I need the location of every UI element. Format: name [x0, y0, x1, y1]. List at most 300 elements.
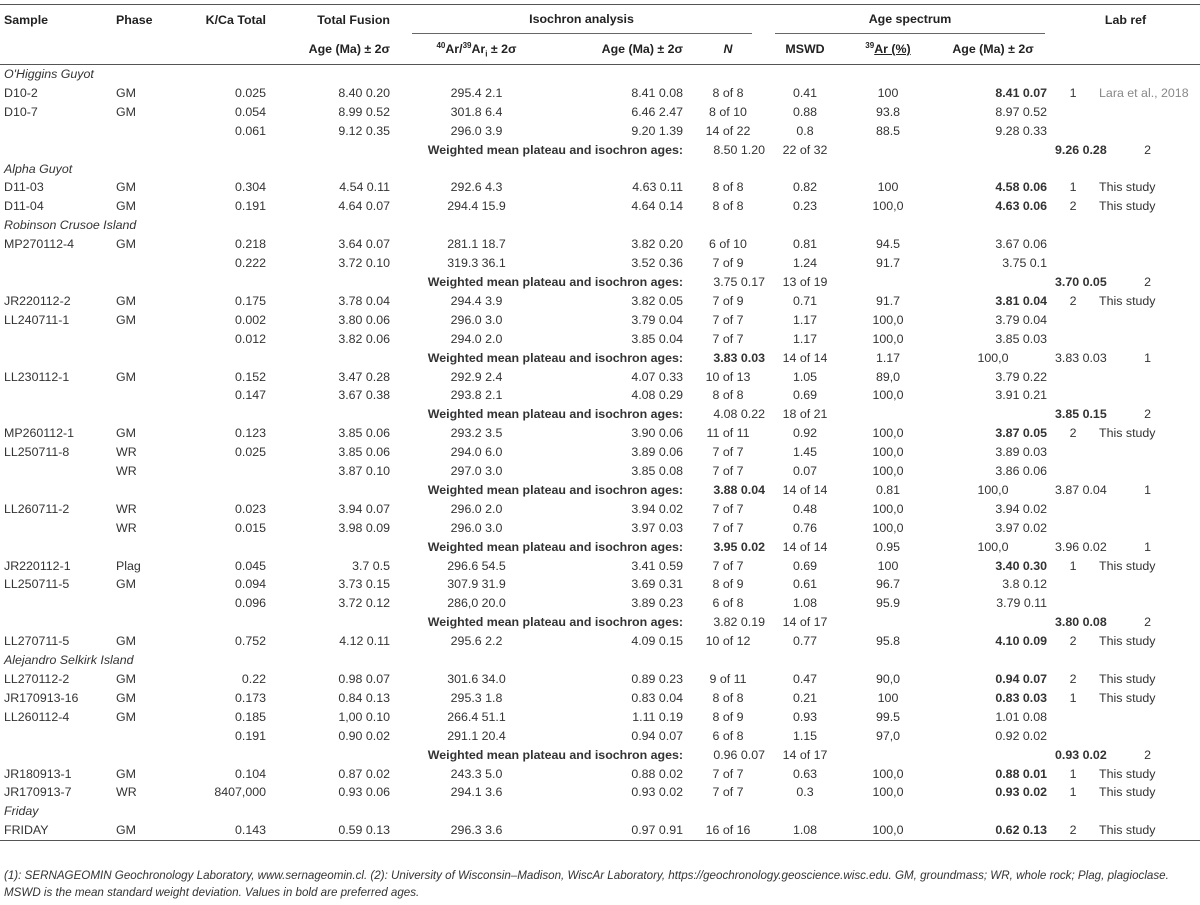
total-fusion-cell: 3.85 0.06 [338, 426, 390, 441]
kca-cell: 0.143 [172, 821, 270, 840]
n-cell: 8 of 8 [712, 690, 744, 705]
iso-age-cell: 8.41 0.08 [631, 85, 683, 100]
empty-cell [112, 405, 172, 424]
spec-age-cell: 3.91 0.21 [995, 388, 1048, 403]
mswd-cell: 0.47 [792, 672, 818, 686]
table-body [0, 65, 1200, 841]
phase-cell: WR [116, 464, 137, 479]
iso-age-cell: 3.97 0.03 [631, 520, 683, 535]
col-phase-header: Phase [112, 5, 172, 35]
ar39-cell: 100 [877, 690, 899, 705]
empty-cell [172, 538, 270, 557]
iso-age-cell: 3.82 0.19 [713, 615, 765, 630]
table-row [0, 500, 1200, 519]
kca-cell: 0.002 [234, 312, 266, 327]
lab-cell [1051, 594, 1095, 613]
lab-cell: 2 [1069, 672, 1077, 686]
iso-age-cell: 3.82 0.20 [631, 237, 683, 252]
lab-cell [1051, 368, 1095, 387]
sample-cell: MP260112-1 [4, 426, 75, 441]
iso-age-cell: 3.89 0.23 [631, 596, 683, 611]
lab-cell: 1 [1069, 180, 1077, 195]
phase-cell: WR [116, 501, 137, 516]
table-row [0, 178, 1200, 197]
n-cell: 8 of 8 [712, 85, 744, 100]
total-fusion-cell: 3.80 0.06 [338, 312, 390, 327]
n-cell: 6 of 8 [712, 728, 744, 743]
iso-age-cell: 3.90 0.06 [631, 426, 683, 441]
phase-cell: WR [116, 445, 137, 460]
empty-cell [0, 746, 112, 765]
group-label: Alpha Guyot [4, 161, 73, 176]
n-cell: 10 of 12 [705, 634, 751, 649]
table-row [0, 424, 1200, 443]
ref-cell: This study [1095, 821, 1200, 840]
phase-cell [112, 594, 172, 613]
phase-cell: GM [116, 426, 136, 441]
kca-cell: 0.173 [234, 690, 266, 705]
ref-cell [1095, 594, 1200, 613]
sample-cell: D10-2 [4, 85, 38, 100]
group-header-row [0, 65, 1200, 84]
iso-age-cell: 3.85 0.08 [631, 464, 683, 479]
lab-cell [1051, 519, 1095, 538]
spec-age-cell: 3.83 0.03 [1055, 350, 1107, 365]
ar-ratio-cell: 294.4 3.9 [450, 293, 503, 308]
lab-cell: 2 [1144, 747, 1151, 762]
ar39-cell: 91.7 [875, 256, 901, 271]
table-row [0, 330, 1200, 349]
lab-cell: 2 [1051, 821, 1095, 840]
mswd-cell: 1.24 [792, 256, 818, 271]
lab-cell [1051, 443, 1095, 462]
total-fusion-cell: 4.54 0.11 [339, 180, 390, 195]
kca-cell: 0.025 [234, 85, 266, 100]
iso-age-cell: 0.83 0.04 [631, 690, 683, 705]
sample-cell: JR220112-1 [4, 558, 71, 573]
n-cell: 8 of 8 [712, 199, 744, 214]
ar-ratio-cell: 296.0 2.0 [450, 501, 503, 516]
iso-age-cell: 8.50 1.20 [713, 142, 765, 157]
ar39-cell: 100,0 [872, 520, 904, 535]
ref-cell [1095, 727, 1200, 746]
total-fusion-cell: 0.59 0.13 [270, 821, 394, 840]
mswd-cell: 0.82 [792, 180, 818, 195]
n-cell: 7 of 7 [712, 520, 744, 535]
phase-cell: GM [116, 180, 136, 195]
ar39-cell: 88.5 [875, 123, 901, 138]
group-header-row [0, 216, 1200, 235]
empty-cell [172, 273, 270, 292]
table-row [0, 443, 1200, 462]
weighted-mean-row [0, 481, 1200, 500]
col-isochron-header: Isochron analysis [394, 5, 769, 35]
empty-cell [172, 405, 270, 424]
kca-cell: 0.012 [234, 331, 266, 346]
ar-ratio-cell: 296.0 3.9 [450, 123, 503, 138]
spec-age-cell: 1.01 0.08 [995, 709, 1048, 724]
ref-cell [1095, 330, 1200, 349]
spec-age-cell: 3.67 0.06 [995, 237, 1048, 252]
kca-cell: 0.096 [234, 596, 266, 611]
spec-age-cell: 3.85 0.15 [1055, 407, 1107, 422]
ref-cell: This study [1099, 690, 1156, 705]
iso-age-cell: 4.64 0.14 [631, 199, 683, 214]
ref-cell [1095, 708, 1200, 727]
mswd-cell [841, 141, 935, 160]
mswd-cell: 0.8 [796, 123, 814, 138]
ar39-header: $^{39}$Ar (%) [841, 34, 935, 65]
ar39-cell: 100,0 [872, 426, 904, 441]
ar39-cell: 97,0 [875, 728, 901, 743]
spec-age-cell: 0.92 0.02 [995, 728, 1048, 743]
weighted-mean-label: Weighted mean plateau and isochron ages: [427, 615, 683, 630]
total-fusion-cell: 3.47 0.28 [338, 369, 390, 384]
kca-cell: 0.752 [234, 634, 266, 649]
table-row [0, 557, 1200, 576]
ar39-cell: 95.9 [875, 596, 901, 611]
phase-cell: GM [116, 312, 136, 327]
ar-ratio-header: $^{40}Ar/^{39}Ar_i \pm 2\sigma$ [394, 34, 559, 65]
total-fusion-cell: 1,00 0.10 [338, 709, 390, 724]
phase-cell [112, 122, 172, 141]
sample-cell: JR220112-2 [4, 293, 71, 308]
weighted-mean-label: Weighted mean plateau and isochron ages: [427, 350, 683, 365]
sample-cell: LL250711-8 [4, 445, 70, 460]
ar39-cell: 100,0 [977, 539, 1009, 554]
kca-cell: 0.304 [234, 180, 266, 195]
sample-cell: LL260112-4 [4, 709, 70, 724]
phase-cell: GM [116, 237, 136, 252]
spec-age-cell: 3.75 0.1 [1002, 256, 1048, 271]
spec-age-cell: 4.63 0.06 [995, 199, 1048, 214]
ar39-cell [935, 613, 1051, 632]
sample-cell: LL270711-5 [4, 634, 70, 649]
phase-cell: GM [116, 85, 136, 100]
spec-age-cell: 4.58 0.06 [995, 180, 1048, 195]
ref-cell [1095, 386, 1200, 405]
ar-ratio-cell: 293.8 2.1 [450, 388, 503, 403]
iso-age-cell: 4.63 0.11 [632, 180, 683, 195]
spec-age-cell: 3.80 0.08 [1055, 615, 1107, 630]
ar39-cell: 100,0 [872, 331, 904, 346]
mswd-cell [841, 273, 935, 292]
ar39-cell: 91.7 [875, 293, 901, 308]
spec-age-cell: 3.8 0.12 [1002, 577, 1048, 592]
geochronology-table [0, 4, 1200, 841]
lab-cell: 1 [1069, 85, 1077, 100]
empty-cell [112, 349, 172, 368]
phase-cell: GM [112, 821, 172, 840]
group-header-row [0, 160, 1200, 179]
empty-cell [112, 273, 172, 292]
iso-age-cell: 3.52 0.36 [631, 256, 683, 271]
mswd-cell: 0.77 [792, 634, 818, 649]
spec-age-cell: 3.87 0.04 [1055, 482, 1107, 497]
ar39-cell: 99.5 [875, 709, 901, 724]
table-row [0, 765, 1200, 784]
ref-cell: This study [1099, 634, 1156, 649]
weighted-mean-row [0, 405, 1200, 424]
total-fusion-cell: 8.99 0.52 [338, 104, 390, 119]
spec-age-cell: 0.83 0.03 [995, 690, 1048, 705]
iso-age-cell: 4.09 0.15 [631, 634, 683, 649]
sample-cell [0, 386, 112, 405]
mswd-cell: 0.95 [875, 539, 901, 554]
weighted-mean-label: Weighted mean plateau and isochron ages: [427, 482, 683, 497]
n-cell: 7 of 9 [712, 256, 744, 271]
n-cell: 10 of 13 [705, 369, 751, 384]
mswd-cell: 0.69 [792, 558, 818, 573]
empty-cell [172, 613, 270, 632]
iso-age-cell: 3.75 0.17 [713, 274, 765, 289]
mswd-cell: 1.17 [792, 312, 818, 327]
ar39-cell: 100,0 [872, 445, 904, 460]
total-fusion-cell: 3.7 0.5 [352, 558, 390, 573]
iso-age-cell: 3.95 0.02 [713, 539, 765, 554]
kca-cell: 0.147 [234, 388, 266, 403]
table-row [0, 727, 1200, 746]
ar-ratio-cell: 293.2 3.5 [450, 426, 503, 441]
mswd-cell: 1.08 [769, 821, 841, 840]
sample-cell: JR170913-16 [4, 690, 79, 705]
spec-age-cell: 3.97 0.02 [995, 520, 1048, 535]
kca-cell: 0.152 [234, 369, 266, 384]
table-row [0, 235, 1200, 254]
weighted-mean-row [0, 613, 1200, 632]
total-fusion-cell: 3.67 0.38 [338, 388, 390, 403]
ar39-cell: 100,0 [841, 821, 935, 840]
kca-cell: 0.023 [234, 501, 266, 516]
kca-cell: 0.218 [234, 237, 266, 252]
n-cell: 6 of 10 [709, 237, 747, 252]
lab-cell [1051, 311, 1095, 330]
group-header-row [0, 802, 1200, 821]
n-cell: 8 of 10 [709, 104, 747, 119]
table-row [0, 368, 1200, 387]
table-row [0, 462, 1200, 481]
iso-age-cell: 3.83 0.03 [713, 350, 765, 365]
kca-cell: 0.104 [234, 766, 266, 781]
spec-age-cell: 0.88 0.01 [995, 766, 1048, 781]
sample-cell: LL270112-2 [4, 672, 70, 686]
spec-age-cell: 3.79 0.11 [996, 596, 1048, 611]
ar-ratio-cell: 292.6 4.3 [450, 180, 503, 195]
phase-cell: GM [116, 672, 136, 686]
n-cell: 7 of 7 [712, 464, 744, 479]
n-cell: 8 of 8 [712, 180, 744, 195]
empty-cell [172, 349, 270, 368]
empty-cell [0, 273, 112, 292]
table-row [0, 311, 1200, 330]
phase-cell: GM [116, 577, 136, 592]
spec-age-cell: 8.41 0.07 [995, 85, 1048, 100]
ref-cell [1095, 500, 1200, 519]
lab-cell: 2 [1144, 274, 1151, 289]
ref-cell: This study [1099, 199, 1156, 214]
spec-age-cell: 3.40 0.30 [995, 558, 1048, 573]
empty-cell [112, 538, 172, 557]
tf-age-header: Age (Ma) ± 2σ [270, 34, 394, 65]
iso-age-cell: 6.46 2.47 [631, 104, 683, 119]
sample-cell: D11-03 [4, 180, 44, 195]
kca-cell: 0.222 [234, 256, 266, 271]
iso-age-cell: 4.07 0.33 [631, 369, 683, 384]
ref-cell [1095, 103, 1200, 122]
ref-cell [1095, 575, 1200, 594]
ar39-cell: 100 [877, 558, 899, 573]
mswd-cell: 1.17 [792, 331, 818, 346]
total-fusion-cell: 4.64 0.07 [338, 199, 390, 214]
mswd-cell: 0.69 [792, 388, 818, 403]
lab-cell: 1 [1069, 690, 1077, 705]
weighted-mean-label: Weighted mean plateau and isochron ages: [427, 747, 683, 762]
total-fusion-cell: 0.90 0.02 [338, 728, 390, 743]
iso-age-cell: 9.20 1.39 [631, 123, 683, 138]
n-cell: 14 of 17 [782, 615, 828, 630]
ar39-cell: 90,0 [875, 672, 901, 686]
spec-age-cell: 0.94 0.07 [995, 672, 1048, 686]
sample-cell: LL260711-2 [4, 501, 70, 516]
ar-ratio-cell: 301.6 34.0 [447, 672, 506, 686]
phase-cell [112, 386, 172, 405]
sample-cell [0, 519, 112, 538]
iso-age-cell: 0.94 0.07 [631, 728, 683, 743]
iso-age-cell: 3.94 0.02 [631, 501, 683, 516]
col-kca-header: K/Ca Total [172, 5, 270, 35]
ref-cell [1095, 235, 1200, 254]
ref-cell [1095, 462, 1200, 481]
iso-age-cell: 3.82 0.05 [631, 293, 683, 308]
mswd-cell: 1.05 [792, 369, 818, 384]
phase-cell [112, 254, 172, 273]
sample-cell: LL240711-1 [4, 312, 70, 327]
col-sample-header: Sample [0, 5, 112, 35]
total-fusion-cell: 8.40 0.20 [338, 85, 390, 100]
phase-cell [112, 330, 172, 349]
phase-cell: Plag [116, 558, 141, 573]
sample-cell: LL230112-1 [4, 369, 70, 384]
n-cell: 7 of 7 [712, 501, 744, 516]
ar-ratio-cell: 291.1 20.4 [447, 728, 506, 743]
ar39-cell: 93.8 [875, 104, 901, 119]
n-cell: 6 of 8 [712, 596, 744, 611]
ar39-cell: 100,0 [977, 350, 1009, 365]
ar-ratio-cell: 319.3 36.1 [447, 256, 506, 271]
table-row [0, 594, 1200, 613]
ar-ratio-cell: 292.9 2.4 [450, 369, 503, 384]
lab-cell [1051, 727, 1095, 746]
total-fusion-cell: 3.72 0.12 [338, 596, 390, 611]
table-row [0, 575, 1200, 594]
empty-cell [112, 746, 172, 765]
weighted-mean-row [0, 349, 1200, 368]
sample-cell: FRIDAY [0, 821, 112, 840]
phase-cell: GM [116, 634, 136, 649]
ref-cell [1095, 254, 1200, 273]
ar-ratio-cell: 286,0 20.0 [447, 596, 506, 611]
lab-cell [1051, 103, 1095, 122]
lab-cell [1051, 575, 1095, 594]
mswd-cell: 0.76 [792, 520, 818, 535]
mswd-cell: 0.41 [792, 85, 818, 100]
n-cell: 14 of 14 [782, 539, 828, 554]
lab-cell [1051, 235, 1095, 254]
ar-ratio-cell: 294.0 6.0 [450, 445, 503, 460]
n-cell: 9 of 11 [709, 672, 747, 686]
col-age-spectrum-header: Age spectrum [769, 5, 1051, 35]
mswd-cell: 0.07 [792, 464, 818, 479]
ref-cell [1095, 519, 1200, 538]
ar-ratio-cell: 295.6 2.2 [450, 634, 503, 649]
iso-age-cell: 3.41 0.59 [631, 558, 683, 573]
ref-cell [1095, 443, 1200, 462]
n-cell: 22 of 32 [782, 142, 828, 157]
total-fusion-cell: 9.12 0.35 [338, 123, 390, 138]
mswd-cell: 0.81 [875, 482, 901, 497]
ar39-cell: 100,0 [977, 482, 1009, 497]
empty-cell [0, 141, 112, 160]
ar-ratio-cell: 296.3 3.6 [394, 821, 559, 840]
sample-cell: D11-04 [4, 199, 44, 214]
lab-cell: 2 [1069, 293, 1077, 308]
mswd-cell [841, 405, 935, 424]
total-fusion-cell: 3.85 0.06 [338, 445, 390, 460]
kca-cell: 0.015 [234, 520, 266, 535]
n-cell: 8 of 9 [712, 577, 744, 592]
weighted-mean-label: Weighted mean plateau and isochron ages: [427, 539, 683, 554]
empty-cell [172, 141, 270, 160]
n-cell: 7 of 7 [712, 766, 744, 781]
ref-cell [1095, 122, 1200, 141]
lab-cell: 1 [1069, 558, 1077, 573]
spec-age-cell: 3.81 0.04 [995, 293, 1048, 308]
ar39-cell: 100,0 [872, 388, 904, 403]
ar39-cell [935, 141, 1051, 160]
lab-cell [1051, 708, 1095, 727]
kca-cell: 8407,000 [214, 785, 266, 800]
kca-cell: 0.191 [234, 199, 266, 214]
phase-cell: GM [116, 709, 136, 724]
table-footnote: (1): SERNAGEOMIN Geochronology Laboratory, www.sernageomin.cl. (2): University of Wisconsin–Madison, WiscAr Laboratory, https://geochronology.geoscience.wisc.edu. GM, groundmass; WR, whole rock; Plag, plagioclase. MSWD is the mean standard weight deviation. Values in bold are preferred ages. [4, 869, 1169, 899]
ar-ratio-cell: 297.0 3.0 [450, 464, 503, 479]
n-cell: 14 of 17 [782, 747, 828, 762]
mswd-cell: 1.17 [875, 350, 901, 365]
n-cell: 18 of 21 [782, 407, 828, 422]
table-row [0, 197, 1200, 216]
table-row [0, 708, 1200, 727]
lab-cell: 1 [1069, 766, 1077, 781]
iso-age-cell: 3.88 0.04 [713, 482, 765, 497]
table-row [0, 821, 1200, 840]
phase-cell: GM [116, 690, 136, 705]
mswd-cell: 0.21 [792, 690, 818, 705]
mswd-cell: 1.45 [792, 445, 818, 460]
table-row [0, 84, 1200, 103]
phase-cell [112, 727, 172, 746]
sample-cell: JR180913-1 [4, 766, 72, 781]
ar39-cell: 100,0 [872, 785, 904, 800]
phase-cell: GM [116, 199, 136, 214]
spec-age-cell: 0.93 0.02 [995, 785, 1048, 800]
weighted-mean-label: Weighted mean plateau and isochron ages: [427, 274, 683, 289]
spec-age-cell: 3.85 0.03 [995, 331, 1048, 346]
weighted-mean-row [0, 746, 1200, 765]
total-fusion-cell: 0.87 0.02 [338, 766, 390, 781]
sample-cell: D10-7 [4, 104, 38, 119]
kca-cell: 0.123 [234, 426, 266, 441]
total-fusion-cell: 3.72 0.10 [338, 256, 390, 271]
